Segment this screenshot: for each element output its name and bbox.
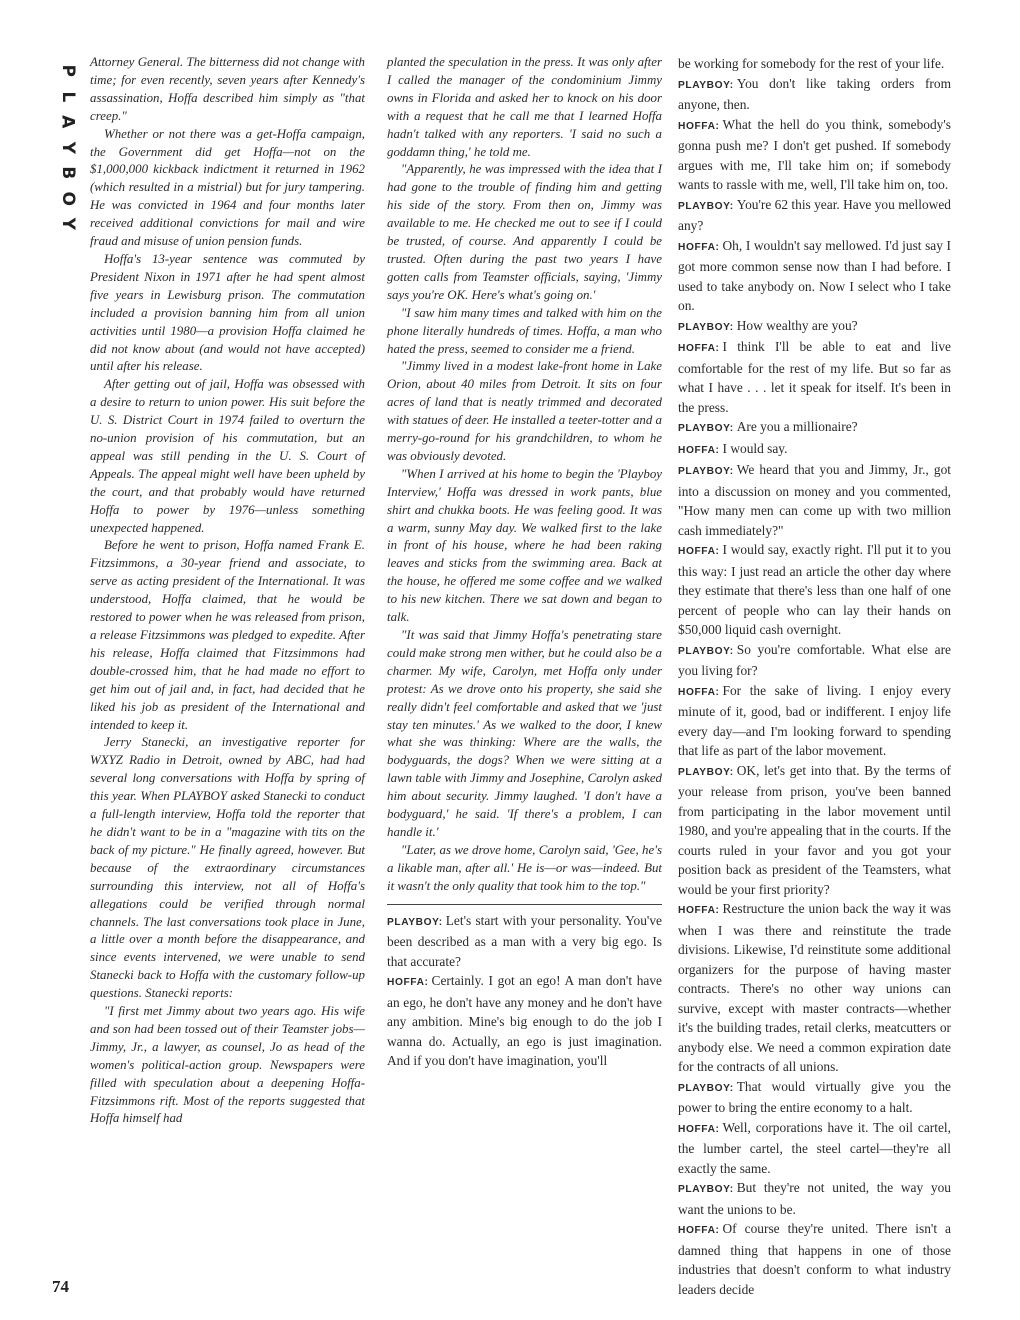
- intro-paragraph: Jerry Stanecki, an investigative reporter for WXYZ Radio in Detroit, owned by ABC, had had several long conversations with Hoffa by spring of this year. When PLAYBOY asked Stanecki to conduct a full-length interview, Hoffa told the reporter that he didn't want to be in a "magazine with tits on the back of my picture." He finally agreed, however. But because of the extraordinary circumstances surrounding this interview, not all of Hoffa's allegations could be verified through normal channels. The last conversations took place in June, a little over a month before the disappearance, and since events intervened, we were unable to send Stanecki back to Hoffa with the customary follow-up questions. Stanecki reports:: [90, 735, 365, 1001]
- qa-text: How wealthy are you?: [736, 317, 858, 333]
- qa-text: OK, let's get into that. By the terms of your release from prison, you've been banned from participating in the labor movement until 1980, and you're appealing that in the courts. If the courts ruled in your favor and you got your position back as president of the Teamsters, what would be your first priority?: [678, 762, 951, 897]
- qa-paragraph: [678, 1178, 951, 1219]
- intro-paragraph: "Jimmy lived in a modest lake-front home in Lake Orion, about 40 miles from Detroit. It sits on four acres of land that is neatly trimmed and decorated with statues of deer. He installed a teeter-totter and a merry-go-round for his grandchildren, to whom he was obviously devoted.: [387, 359, 662, 463]
- qa-paragraph: [387, 911, 662, 972]
- qa-paragraph: [678, 640, 951, 681]
- qa-paragraph: [678, 681, 951, 761]
- qa-text: Certainly. I got an ego! A man don't have an ego, he don't have any money and he don't have any ambition. Mine's big enough to do the job I wanna do. Actually, an ego is just imagination. And if you don't have imagination, you'll: [387, 973, 662, 1069]
- intro-paragraph: "I saw him many times and talked with him on the phone literally hundreds of times. Hoffa, a man who hated the press, seemed to consider me a friend.: [387, 305, 662, 356]
- intro-paragraph: Before he went to prison, Hoffa named Frank E. Fitzsimmons, a 30-year friend and associate, to serve as acting president of the International. It was understood, Hoffa claimed, that he would be restored to power when he was released from prison, a release Fitzsimmons was pledged to expedite. After his release, Hoffa claimed that Fitzsimmons had double-crossed him, that he had made no effort to get him out of jail and, in fact, had decided that he liked his job as president of the International and intended to keep it.: [90, 538, 365, 732]
- qa-text: So you're comfortable. What else are you living for?: [678, 641, 951, 678]
- qa-text: I think I'll be able to eat and live comfortable for the rest of my life. But so far as what I have . . . let it speak for itself. It's been in the press.: [678, 339, 951, 415]
- intro-paragraph: "Apparently, he was impressed with the idea that I had gone to the trouble of finding him and getting his side of the story. From then on, Jimmy was available to me. He checked me out to see if I could be trusted, of course. And apparently I could be trusted. Often during the past two years I have gotten calls from Teamster officials, saying, 'Jimmy says you're OK. Here's what's going on.': [387, 162, 662, 302]
- speaker-label: HOFFA:: [678, 905, 720, 916]
- running-head-playboy: [54, 58, 80, 237]
- speaker-label: PLAYBOY:: [678, 766, 734, 778]
- running-head-letter: Y: [57, 217, 78, 230]
- qa-paragraph: [678, 761, 951, 900]
- qa-paragraph: [678, 236, 951, 316]
- speaker-label: PLAYBOY:: [678, 645, 734, 657]
- intro-paragraph: "When I arrived at his home to begin the 'Playboy Interview,' Hoffa was dressed in work pants, blue shirt and chukka boots. He was feeling good. It was a warm, sunny May day. We walked first to the lake in front of his house, where he had been raking leaves and sticks from the swimming area. Back at the house, he offered me some coffee and we walked to his new kitchen. There we sat down and began to talk.: [387, 466, 662, 625]
- running-head-letter: A: [57, 115, 78, 129]
- running-head-letter: Y: [57, 141, 78, 154]
- qa-text: You don't like taking orders from anyone, then.: [678, 75, 951, 112]
- speaker-label: PLAYBOY:: [678, 466, 734, 477]
- speaker-label: HOFFA:: [678, 444, 720, 456]
- speaker-label: HOFFA:: [678, 546, 720, 557]
- qa-paragraph: [678, 899, 951, 1077]
- speaker-label: PLAYBOY:: [387, 916, 443, 928]
- qa-text: Are you a millionaire?: [736, 419, 858, 434]
- qa-paragraph: [678, 1077, 951, 1118]
- qa-text: You're 62 this year. Have you mellowed any?: [678, 196, 951, 233]
- qa-text: I would say.: [722, 440, 788, 456]
- qa-text: That would virtually give you the power to bring the entire economy to a halt.: [678, 1078, 951, 1115]
- speaker-label: PLAYBOY:: [678, 1082, 734, 1094]
- speaker-label: PLAYBOY:: [678, 321, 734, 333]
- speaker-label: HOFFA:: [678, 343, 720, 354]
- speaker-label: HOFFA:: [678, 1123, 720, 1135]
- qa-text: Of course they're united. There isn't a damned thing that happens in one of those industries that doesn't conform to what industry leaders decide: [678, 1221, 951, 1297]
- intro-paragraph: "Later, as we drove home, Carolyn said, 'Gee, he's a likable man, after all.' He is—or was—indeed. But it wasn't the only quality that took him to the top.": [387, 842, 662, 893]
- speaker-label: HOFFA:: [678, 120, 720, 132]
- qa-paragraph: [678, 316, 951, 338]
- running-head-letter: B: [57, 166, 78, 180]
- qa-paragraph: [678, 74, 951, 115]
- interview-qa: [387, 911, 662, 1071]
- speaker-label: HOFFA:: [387, 977, 429, 989]
- qa-text: Oh, I wouldn't say mellowed. I'd just say I got more common sense now than I had before. I used to take anybody on. Now I select who I take on.: [678, 237, 951, 313]
- intro-paragraph: "It was said that Jimmy Hoffa's penetrating stare could make strong men wither, but he could also be a charmer. My wife, Carolyn, met Hoffa only under protest: As we drove onto his property, she said she really didn't feel comfortable and asked that we 'just stay ten minutes.' As we walked to the door, I knew what she was thinking: Where are the walls, the bodyguards, the dogs? When we were sitting at a lawn table with Jimmy and Josephine, Carolyn asked him about security. Jimmy laughed. 'I don't have a bodyguard,' he said. 'If there's a problem, I can handle it.': [387, 628, 662, 839]
- qa-text: I would say, exactly right. I'll put it to you this way: I just read an article the other day where they estimate that there's less than one half of one percent of people who can lay their hands on $50,000 liquid cash overnight.: [678, 542, 951, 637]
- intro-paragraph: Whether or not there was a get-Hoffa campaign, the Government did get Hoffa—not on the $1,000,000 kickback indictment it returned in 1962 (which resulted in a mistrial) but for jury tampering. He was convicted in 1964 and four months later received additional convictions for mail and wire fraud and misuse of union pension funds.: [90, 126, 365, 249]
- speaker-label: HOFFA:: [678, 686, 720, 698]
- column-3: [678, 54, 951, 1299]
- qa-text: But they're not united, the way you want the unions to be.: [678, 1180, 951, 1217]
- qa-text: Well, corporations have it. The oil cartel, the lumber cartel, the steel cartel—they're all exactly the same.: [678, 1119, 951, 1176]
- intro-paragraph: Attorney General. The bitterness did not change with time; for even recently, seven years after Kennedy's assassination, Hoffa described him simply as "that creep.": [90, 55, 365, 123]
- running-head-letter: O: [57, 191, 78, 206]
- qa-paragraph: [678, 460, 951, 540]
- speaker-label: PLAYBOY:: [678, 423, 734, 434]
- speaker-label: PLAYBOY:: [678, 1184, 734, 1195]
- qa-paragraph: [678, 439, 951, 461]
- speaker-label: PLAYBOY:: [678, 200, 734, 212]
- qa-text: We heard that you and Jimmy, Jr., got into a discussion on money and you commented, "How many men can come up with two million cash immediately?": [678, 462, 951, 538]
- speaker-label: HOFFA:: [678, 1225, 720, 1236]
- qa-paragraph: [678, 195, 951, 236]
- column-1: [90, 54, 365, 1128]
- qa-text: be working for somebody for the rest of your life.: [678, 56, 945, 71]
- qa-paragraph: [678, 1219, 951, 1299]
- qa-text: For the sake of living. I enjoy every minute of it, good, bad or indifferent. I enjoy life every day—and I'm looking forward to spending that life as part of the labor movement.: [678, 682, 951, 758]
- qa-paragraph: [678, 1118, 951, 1179]
- section-divider: [387, 904, 662, 905]
- speaker-label: PLAYBOY:: [678, 79, 734, 91]
- qa-text: Restructure the union back the way it was when I was there and reinstitute the trade divisions. Likewise, I'd reinstitute some additional organizers for the purpose of having master contracts. There's no other way unions can survive, except with master contracts—whether it's the building trades, retail clerks, meatcutters or anybody else. We need a common expiration date for the contracts of all unions.: [678, 901, 951, 1074]
- intro-paragraph: planted the speculation in the press. It was only after I called the manager of the condominium Jimmy owns in Florida and asked her to knock on his door with a request that he call me that I learned Hoffa hadn't talked with any reporters. 'I said no such a goddamn thing,' he told me.: [387, 55, 662, 159]
- qa-paragraph: [678, 417, 951, 439]
- column-2: [387, 54, 662, 1071]
- running-head-letter: P: [57, 64, 78, 77]
- intro-paragraph: After getting out of jail, Hoffa was obsessed with a desire to return to union power. His suit before the U. S. District Court in 1974 failed to overturn the no-union provision of his commutation, but an appeal was still pending in the U. S. Court of Appeals. The appeal might well have been upheld by the court, and that probably would have returned Hoffa to power by 1976—unless something unexpected happened.: [90, 377, 365, 535]
- qa-paragraph: [387, 971, 662, 1071]
- qa-paragraph: [678, 540, 951, 640]
- running-head-letter: L: [57, 90, 78, 102]
- qa-text: What the hell do you think, somebody's gonna push me? I don't get pushed. If somebody argues with me, I'll take him on; if somebody wants to rassle with me, well, I'll take him on, too.: [678, 116, 951, 192]
- qa-paragraph: [678, 54, 951, 74]
- speaker-label: HOFFA:: [678, 241, 720, 253]
- qa-text: Let's start with your personality. You've been described as a man with a very big ego. Is that accurate?: [387, 912, 662, 969]
- page-number: 74: [52, 1277, 69, 1296]
- qa-paragraph: [678, 337, 951, 417]
- intro-paragraph: Hoffa's 13-year sentence was commuted by President Nixon in 1971 after he had spent almost five years in Lewisburg prison. The commutation included a provision banning him from all union activities until 1980—a provision Hoffa claimed he did not know about (and would not have accepted) until after his release.: [90, 251, 365, 374]
- intro-paragraph: "I first met Jimmy about two years ago. His wife and son had been tossed out of their Teamster jobs—Jimmy, Jr., a lawyer, as counsel, Jo as head of the women's political-action group. Newspapers were filled with speculation about a deepening Hoffa-Fitzsimmons rift. Most of the reports suggested that Hoffa himself had: [90, 1004, 365, 1126]
- qa-paragraph: [678, 115, 951, 195]
